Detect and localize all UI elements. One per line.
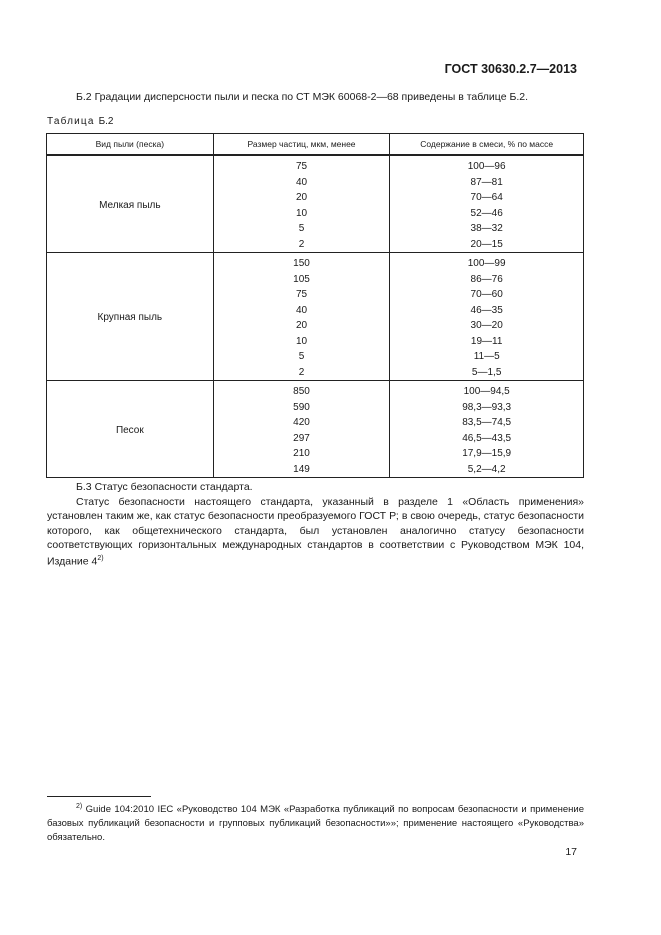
section-b3-text: Статус безопасности настоящего стандарта, указанный в разделе 1 «Область применения» установлен таким же, как статус безопасности преобразуемого ГОСТ Р; в свою очередь, статус безопасности которого, как общетехнического стандарта, был установлен аналогично статусу безопасности соответствующих горизонтальных международных стандартов в соответствии с Руководством МЭК 104, Издание 4 (47, 496, 584, 568)
footnote-text: Guide 104:2010 IEC «Руководство 104 МЭК «Разработка публикаций по вопросам безопасности и применение базовых публикаций безопасности и групповых публикаций безопасности»»; применение настоящего «Руководства» обязательно. (47, 804, 584, 844)
particle-size-cell: 420 (213, 415, 390, 431)
footnote (47, 800, 584, 845)
particle-size-cell: 2 (213, 365, 390, 381)
table-caption-number: Б.2 (98, 116, 114, 127)
content-percent-cell: 11—5 (390, 349, 584, 365)
particle-size-cell: 150 (213, 253, 390, 272)
content-percent-cell: 38—32 (390, 221, 584, 237)
particle-size-cell: 20 (213, 318, 390, 334)
content-percent-cell: 52—46 (390, 206, 584, 222)
footnote-reference: 2) (97, 555, 104, 563)
section-b3-title: Б.3 Статус безопасности стандарта. (76, 481, 253, 493)
section-b3-paragraph (47, 495, 584, 569)
column-header-particle-size: Размер частиц, мкм, менее (213, 134, 390, 156)
content-percent-cell: 5,2—4,2 (390, 462, 584, 478)
particle-size-cell: 5 (213, 349, 390, 365)
particle-size-cell: 149 (213, 462, 390, 478)
document-header: ГОСТ 30630.2.7—2013 (444, 62, 577, 76)
content-percent-cell: 70—64 (390, 190, 584, 206)
footnote-divider (47, 796, 151, 797)
content-percent-cell: 20—15 (390, 237, 584, 253)
particle-size-cell: 40 (213, 175, 390, 191)
particle-size-cell: 75 (213, 155, 390, 175)
table-row (47, 155, 584, 175)
content-percent-cell: 5—1,5 (390, 365, 584, 381)
column-header-dust-type: Вид пыли (песка) (47, 134, 214, 156)
table-row (47, 381, 584, 400)
dust-gradation-table (46, 133, 584, 478)
content-percent-cell: 17,9—15,9 (390, 446, 584, 462)
content-percent-cell: 87—81 (390, 175, 584, 191)
content-percent-cell: 100—96 (390, 155, 584, 175)
particle-size-cell: 5 (213, 221, 390, 237)
dust-type-cell: Крупная пыль (47, 253, 214, 381)
particle-size-cell: 210 (213, 446, 390, 462)
content-percent-cell: 46,5—43,5 (390, 431, 584, 447)
particle-size-cell: 590 (213, 400, 390, 416)
particle-size-cell: 2 (213, 237, 390, 253)
particle-size-cell: 850 (213, 381, 390, 400)
particle-size-cell: 20 (213, 190, 390, 206)
content-percent-cell: 19—11 (390, 334, 584, 350)
particle-size-cell: 10 (213, 206, 390, 222)
content-percent-cell: 86—76 (390, 272, 584, 288)
table-row (47, 253, 584, 272)
table-body (47, 155, 584, 478)
content-percent-cell: 83,5—74,5 (390, 415, 584, 431)
content-percent-cell: 46—35 (390, 303, 584, 319)
intro-paragraph: Б.2 Градации дисперсности пыли и песка по СТ МЭК 60068-2—68 приведены в таблице Б.2. (76, 91, 529, 103)
particle-size-cell: 10 (213, 334, 390, 350)
content-percent-cell: 70—60 (390, 287, 584, 303)
particle-size-cell: 105 (213, 272, 390, 288)
particle-size-cell: 75 (213, 287, 390, 303)
content-percent-cell: 98,3—93,3 (390, 400, 584, 416)
content-percent-cell: 100—99 (390, 253, 584, 272)
table-header-row (47, 134, 584, 156)
page-number: 17 (565, 846, 577, 858)
particle-size-cell: 40 (213, 303, 390, 319)
footnote-mark: 2) (76, 803, 83, 810)
column-header-content: Содержание в смеси, % по массе (390, 134, 584, 156)
dust-type-cell: Мелкая пыль (47, 155, 214, 253)
dust-type-cell: Песок (47, 381, 214, 478)
table-caption-label: Таблица (47, 116, 95, 127)
table-caption (47, 116, 114, 127)
particle-size-cell: 297 (213, 431, 390, 447)
content-percent-cell: 100—94,5 (390, 381, 584, 400)
content-percent-cell: 30—20 (390, 318, 584, 334)
